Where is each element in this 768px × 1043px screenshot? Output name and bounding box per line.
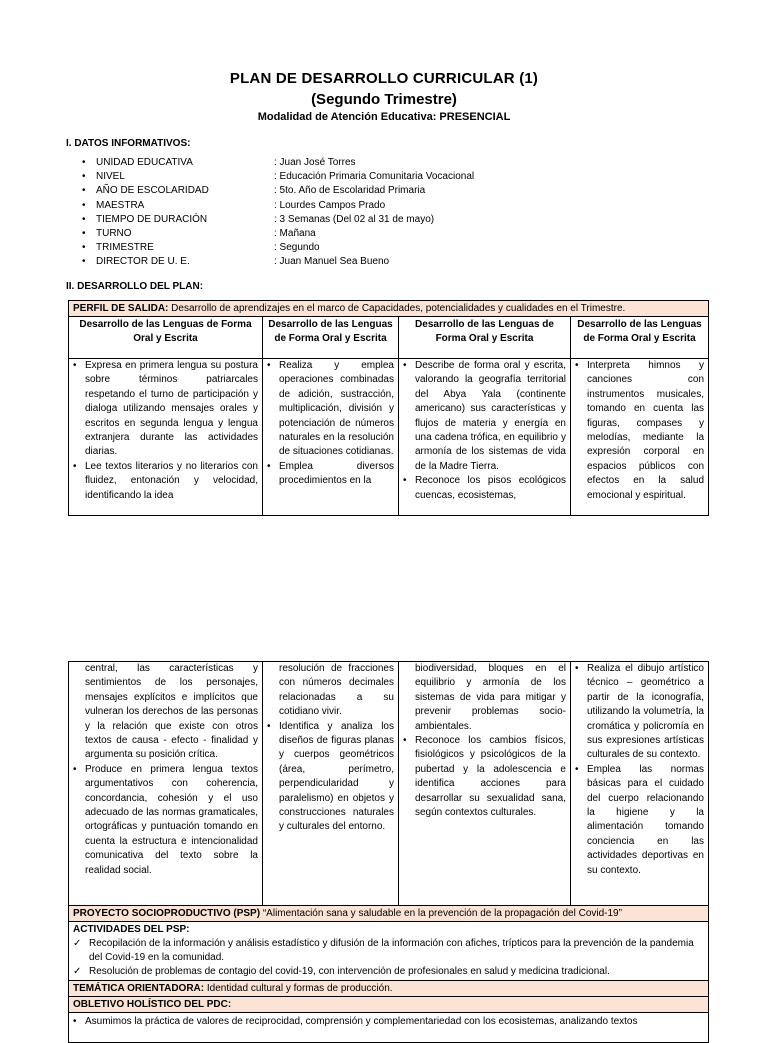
objetivo-label: OBLETIVO HOLÍSTICO DEL PDC: bbox=[73, 999, 232, 1010]
info-label: TRIMESTRE bbox=[96, 242, 154, 254]
content-cell bbox=[399, 662, 571, 906]
perfil-row bbox=[69, 301, 709, 317]
info-label: AÑO DE ESCOLARIDAD bbox=[96, 185, 209, 197]
column-header-3: Desarrollo de las Lenguas de Forma Oral y Escrita bbox=[399, 317, 571, 359]
content-cell bbox=[69, 359, 263, 516]
list-item: • Produce en primera lengua textos argumentativos con coherencia, concordancia, cohesión y el uso adecuado de las normas gramaticales, ortográficas y puntuación tomando en cuenta la estructura e intencionalidad comunicativa del texto sobre la realidad social. bbox=[69, 763, 262, 878]
content-cell bbox=[571, 359, 709, 516]
plan-table-part2 bbox=[68, 661, 709, 1043]
bullet-icon: • bbox=[82, 227, 86, 239]
info-item bbox=[82, 185, 682, 199]
section-heading-desarrollo: II. DESARROLLO DEL PLAN: bbox=[66, 281, 204, 292]
list-item: • Reconoce los cambios físicos, fisiológicos y psicológicos de la pubertad y la adolescencia e identifica acciones para desarrollar su sexualidad sana, según contextos culturales. bbox=[399, 734, 570, 820]
activity-item bbox=[69, 965, 708, 979]
modality-line: Modalidad de Atención Educativa: PRESENCIAL bbox=[257, 111, 511, 123]
info-item bbox=[82, 228, 682, 242]
activity-item bbox=[69, 937, 708, 965]
bullet-icon: • bbox=[82, 171, 86, 183]
list-item: • Emplea diversos procedimientos en la bbox=[263, 460, 398, 489]
activity-text: Resolución de problemas de contagio del covid-19, con intervención de profesionales en salud y medicina tradicional. bbox=[89, 966, 610, 977]
actividades-row bbox=[69, 922, 709, 981]
content-cell bbox=[399, 359, 571, 516]
bullet-icon: • bbox=[82, 199, 86, 211]
info-item bbox=[82, 171, 682, 185]
psp-text: “Alimentación sana y saludable en la prevención de la propagación del Covid-19” bbox=[260, 908, 622, 919]
psp-row bbox=[69, 906, 709, 922]
checkmark-icon: ✓ bbox=[73, 938, 82, 949]
list-item-continued: central, las características y sentimientos de los personajes, mensajes explícitos e implícitos que vulneran los derechos de las personas y la relación que existe con otros textos de causa - efecto - finalidad y argumenta su posición crítica. bbox=[85, 663, 258, 761]
objetivo-row bbox=[69, 997, 709, 1013]
objetivo-content bbox=[69, 1013, 709, 1043]
bullet-icon: • bbox=[82, 256, 86, 268]
tematica-label: TEMÁTICA ORIENTADORA: bbox=[73, 983, 205, 994]
list-item: • Interpreta himnos y canciones con instrumentos musicales, tomando en cuenta las figuras, compases y melodías, mediante la expresión corporal en espacios públicos con efectos en la salud emocional y espiritual. bbox=[571, 359, 708, 503]
info-value: : Juan Manuel Sea Bueno bbox=[274, 256, 390, 268]
info-label: DIRECTOR DE U. E. bbox=[96, 256, 190, 268]
info-item bbox=[82, 157, 682, 171]
content-cell bbox=[263, 662, 399, 906]
info-value: : Juan José Torres bbox=[274, 157, 356, 168]
info-label: UNIDAD EDUCATIVA bbox=[96, 157, 193, 168]
info-item bbox=[82, 256, 682, 270]
info-item bbox=[82, 214, 682, 228]
bullet-icon: • bbox=[82, 242, 86, 254]
list-item: • Emplea las normas básicas para el cuidado del cuerpo relacionando la higiene y la alimentación tomando conciencia en las actividades deportivas en su contexto. bbox=[571, 763, 708, 878]
list-item: • Expresa en primera lengua su postura sobre términos patriarcales respetando el turno de participación y dialoga utilizando mensajes orales y escritos en segunda lengua y lengua extranjera durante las actividades diarias. bbox=[69, 359, 262, 460]
info-value: : Segundo bbox=[274, 242, 320, 254]
plan-table-part1 bbox=[68, 300, 709, 516]
info-label: TIEMPO DE DURACIÓN bbox=[96, 213, 208, 225]
list-item: • Reconoce los pisos ecológicos cuencas, ecosistemas, bbox=[399, 474, 570, 503]
bullet-icon: • bbox=[82, 213, 86, 225]
list-item: • Identifica y analiza los diseños de figuras planas y cuerpos geométricos (área, perímetro, perpendicularidad y paralelismo) en objetos y construcciones naturales y culturales del entorno. bbox=[263, 720, 398, 835]
bullet-icon: • bbox=[82, 157, 86, 168]
bullet-icon: • bbox=[82, 185, 86, 197]
info-value: : Educación Primaria Comunitaria Vocacional bbox=[274, 171, 475, 183]
perfil-text: Desarrollo de aprendizajes en el marco de Capacidades, potencialidades y cualidades en el Trimestre. bbox=[168, 303, 626, 314]
info-label: MAESTRA bbox=[96, 199, 145, 211]
column-header-4: Desarrollo de las Lenguas de Forma Oral y Escrita bbox=[571, 317, 709, 359]
content-cell bbox=[571, 662, 709, 906]
list-item: • Lee textos literarios y no literarios con fluidez, entonación y velocidad, identificando la idea bbox=[69, 460, 262, 503]
info-item bbox=[82, 242, 682, 256]
list-item-continued: biodiversidad, bloques en el equilibrio y armonía de los sistemas de vida para mitigar y prevenir problemas socio-ambientales. bbox=[415, 663, 566, 732]
info-value: : 5to. Año de Escolaridad Primaria bbox=[274, 185, 426, 197]
tematica-text: Identidad cultural y formas de producción. bbox=[204, 983, 393, 994]
actividades-label: ACTIVIDADES DEL PSP: bbox=[73, 924, 190, 935]
list-item: • Realiza y emplea operaciones combinadas de adición, sustracción, multiplicación, división y potenciación de números naturales en la resolución de situaciones cotidianas. bbox=[263, 359, 398, 460]
list-item: • Asumimos la práctica de valores de reciprocidad, comprensión y complementariedad con los ecosistemas, analizando textos bbox=[69, 1015, 708, 1029]
info-item bbox=[82, 200, 682, 214]
column-header-1: Desarrollo de las Lenguas de Forma Oral y Escrita bbox=[69, 317, 263, 359]
section-heading-datos: I. DATOS INFORMATIVOS: bbox=[66, 138, 191, 149]
list-item: • Describe de forma oral y escrita, valorando la geografía territorial del Abya Yala (continente americano) sus características y flujos de materia y energía en una cadena trófica, en equilibrio y armonía de los sistemas de vida de la Madre Tierra. bbox=[399, 359, 570, 474]
info-list bbox=[82, 157, 682, 271]
info-label: NIVEL bbox=[96, 171, 125, 183]
list-item: • Realiza el dibujo artístico técnico – geométrico a partir de la iconografía, utilizando la volumetría, la cromática y policromía en sus expresiones artísticas culturales de su contexto. bbox=[571, 662, 708, 763]
info-label: TURNO bbox=[96, 227, 132, 239]
content-cell bbox=[263, 359, 399, 516]
page-title: PLAN DE DESARROLLO CURRICULAR (1) bbox=[229, 70, 539, 87]
tematica-row bbox=[69, 981, 709, 997]
perfil-label: PERFIL DE SALIDA: bbox=[73, 303, 169, 314]
info-value: : 3 Semanas (Del 02 al 31 de mayo) bbox=[274, 213, 435, 225]
activity-text: Recopilación de la información y análisis estadístico y difusión de la información con afiches, trípticos para la prevención de la pandemia del Covid-19 en la comunidad. bbox=[89, 938, 694, 963]
column-header-2: Desarrollo de las Lenguas de Forma Oral y Escrita bbox=[263, 317, 399, 359]
page-subtitle: (Segundo Trimestre) bbox=[311, 91, 457, 108]
checkmark-icon: ✓ bbox=[73, 966, 82, 977]
list-item-continued: resolución de fracciones con números decimales relacionadas a su cotidiano vivir. bbox=[279, 663, 394, 718]
info-value: : Mañana bbox=[274, 227, 316, 239]
psp-label: PROYECTO SOCIOPRODUCTIVO (PSP) bbox=[73, 908, 261, 919]
info-value: : Lourdes Campos Prado bbox=[274, 199, 386, 211]
content-cell bbox=[69, 662, 263, 906]
